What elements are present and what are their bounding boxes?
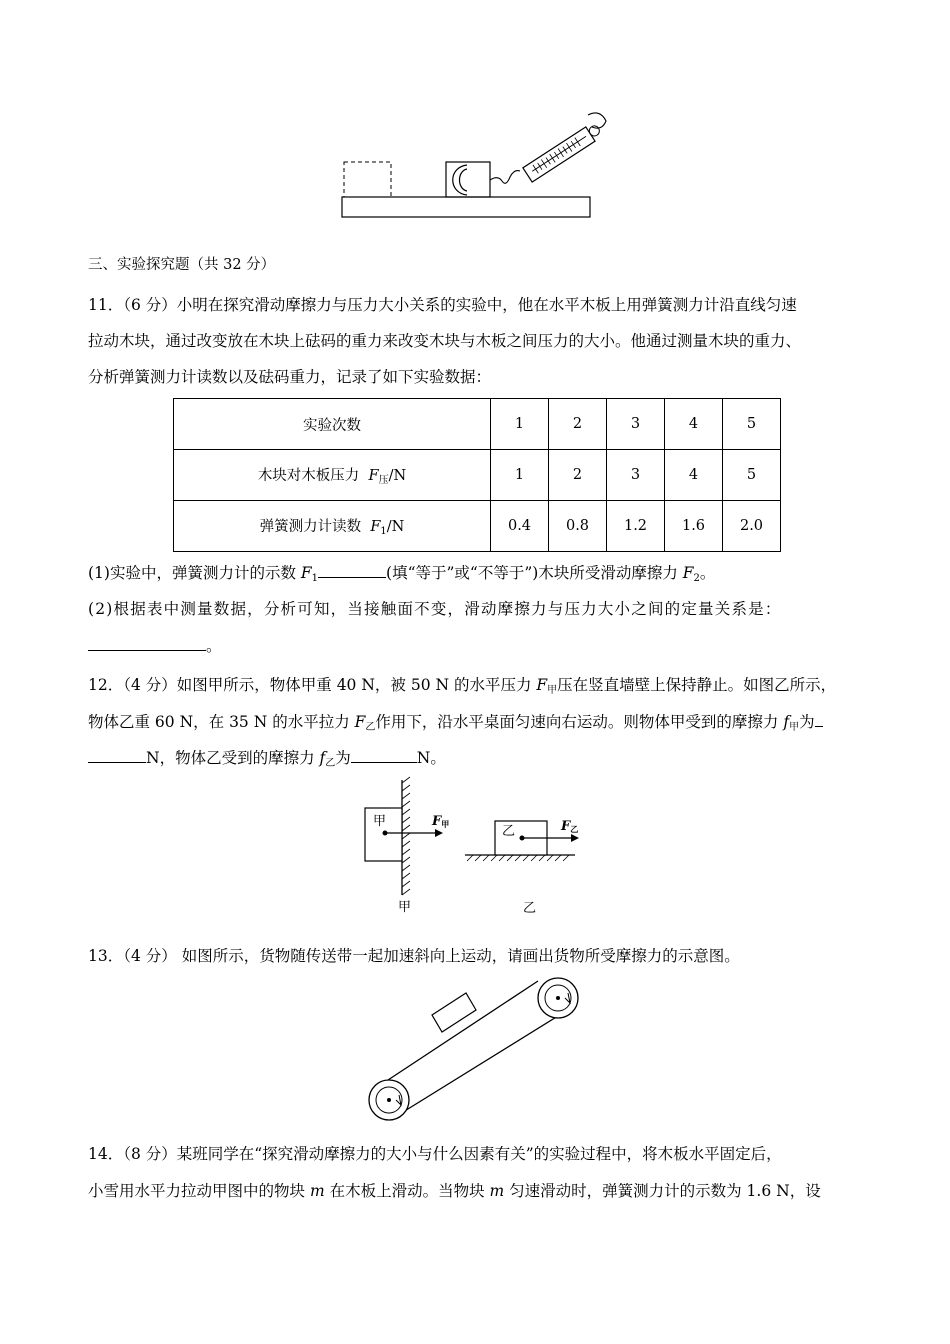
table-cell: 1 xyxy=(491,399,549,450)
q11-line3: 分析弹簧测力计读数以及砝码重力，记录了如下实验数据： xyxy=(88,368,492,386)
q13-text: 13．（4 分） 如图所示，货物随传送带一起加速斜向上运动，请画出货物所受摩擦力的示意图。 xyxy=(88,947,740,965)
answer-blank[interactable] xyxy=(351,746,417,763)
force-label: F乙 xyxy=(561,819,579,834)
q12-line1: 12．（4 分）如图甲所示，物体甲重 40 N，被 50 N 的水平压力 $F_甲$压在竖直墙壁上保持静止。如图乙所示， xyxy=(88,676,837,696)
q14-line1: 14．（8 分）某班同学在“探究滑动摩擦力的大小与什么因素有关”的实验过程中，将木板水平固定后， xyxy=(88,1145,782,1163)
spring-scale-figure xyxy=(330,105,630,225)
table-row-header xyxy=(174,399,781,450)
table-cell: 5 xyxy=(723,450,781,501)
answer-blank[interactable] xyxy=(318,561,386,578)
q11-sub2: (2)根据表中测量数据，分析可知，当接触面不变，滑动摩擦力与压力大小之间的定量关系是： xyxy=(88,600,782,618)
table-cell: 4 xyxy=(665,399,723,450)
block-label: 乙 xyxy=(502,824,516,839)
table-cell: 2 xyxy=(549,450,607,501)
table-cell: 2.0 xyxy=(723,501,781,552)
block-label: 甲 xyxy=(373,814,387,829)
q11-data-table xyxy=(173,398,781,552)
table-row-pressure xyxy=(174,450,781,501)
q14-line2: 小雪用水平力拉动甲图中的物块 m 在木板上滑动。当物块 m 匀速滑动时，弹簧测力计的示数为 1.6 N，设 xyxy=(88,1182,821,1200)
table-row-label: 弹簧测力计读数 $F_1/N$ xyxy=(174,501,491,552)
answer-blank[interactable] xyxy=(88,634,206,651)
answer-blank[interactable] xyxy=(88,746,146,763)
table-cell: 0.4 xyxy=(491,501,549,552)
section-title: 三、实验探究题（共 32 分） xyxy=(88,257,276,273)
table-cell: 0.8 xyxy=(549,501,607,552)
table-row-reading xyxy=(174,501,781,552)
answer-blank[interactable] xyxy=(815,710,823,727)
q11-sub2-answer: 。 xyxy=(88,634,222,657)
q12-line2: 物体乙重 60 N，在 35 N 的水平拉力 $F_乙$作用下，沿水平桌面匀速向右运动。则物体甲受到的摩擦力 $f_甲$为 xyxy=(88,710,823,739)
force-label: F甲 xyxy=(432,814,450,829)
figure-caption: 乙 xyxy=(523,901,537,916)
q11-sub1: (1)实验中，弹簧测力计的示数 $F_1$ (填“等于”或“不等于”)木块所受滑动摩擦力 $F_2$。 xyxy=(88,561,715,590)
table-row-label: 木块对木板压力 $F_压/N$ xyxy=(174,450,491,501)
table-cell: 1.2 xyxy=(607,501,665,552)
table-cell: 1 xyxy=(491,450,549,501)
table-cell: 2 xyxy=(549,399,607,450)
table-header-label: 实验次数 xyxy=(174,399,491,450)
figure-caption: 甲 xyxy=(398,900,412,915)
q12-line3: N，物体乙受到的摩擦力 $f_乙$为 N。 xyxy=(88,746,446,775)
q11-line1: 11．（6 分）小明在探究滑动摩擦力与压力大小关系的实验中，他在水平木板上用弹簧测力计沿直线匀速 xyxy=(88,296,797,314)
table-cell: 3 xyxy=(607,399,665,450)
table-cell: 3 xyxy=(607,450,665,501)
table-cell: 4 xyxy=(665,450,723,501)
q11-line2: 拉动木块，通过改变放在木块上砝码的重力来改变木块与木板之间压力的大小。他通过测量木块的重力、 xyxy=(88,332,802,350)
conveyor-figure xyxy=(365,975,590,1125)
friction-figure xyxy=(355,775,595,920)
table-cell: 5 xyxy=(723,399,781,450)
table-cell: 1.6 xyxy=(665,501,723,552)
